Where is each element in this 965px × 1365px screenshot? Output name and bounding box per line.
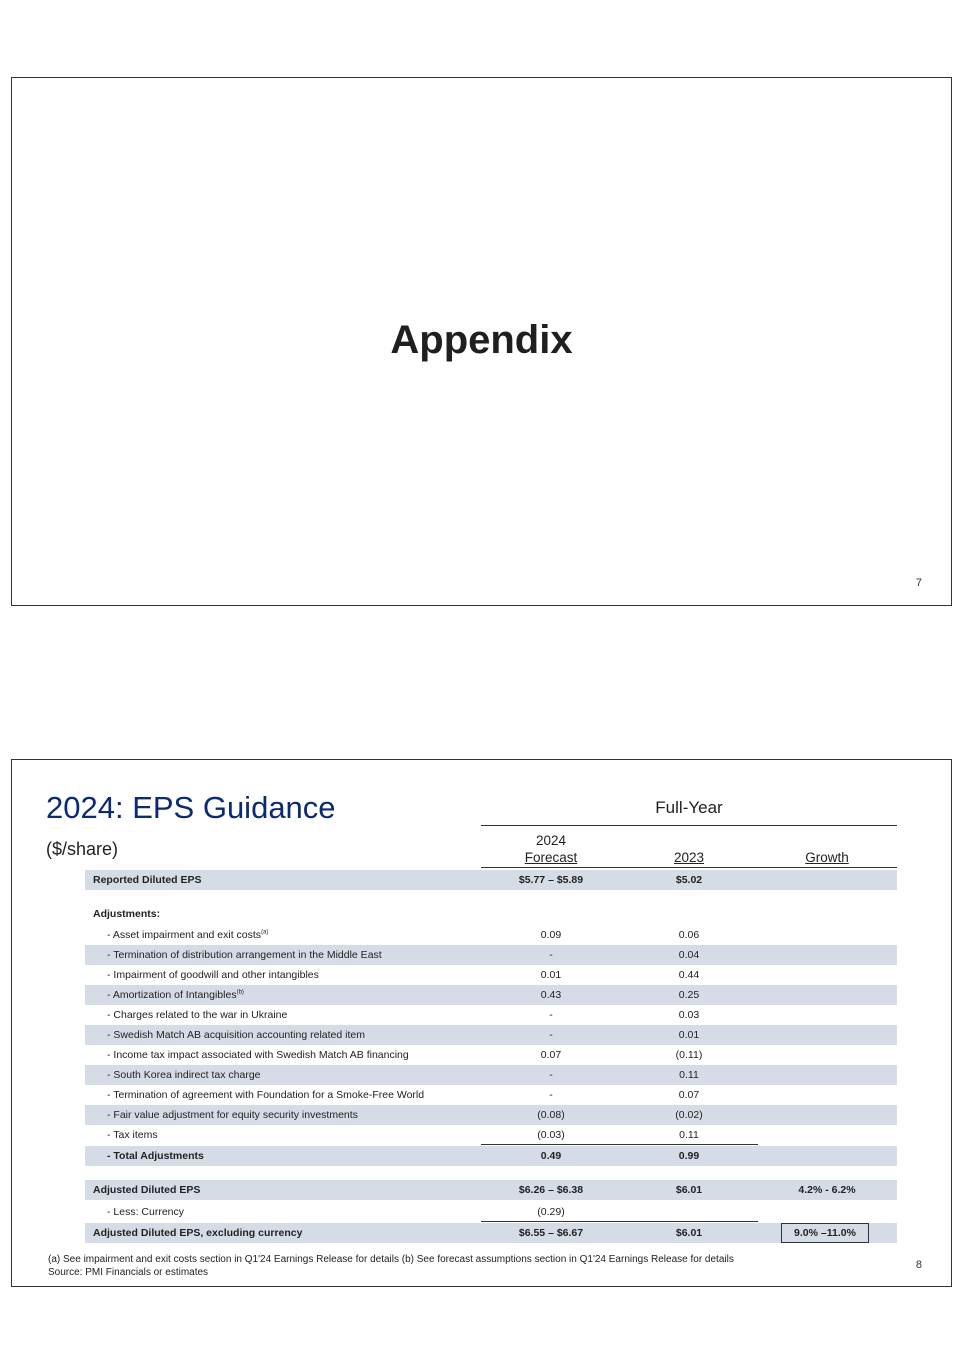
page-number: 8 (915, 1259, 922, 1271)
col-forecast-year: 2024 (535, 833, 567, 848)
appendix-title: Appendix (390, 318, 573, 362)
eps-guidance-slide (11, 759, 952, 1287)
row-ukraine-charges: - Charges related to the war in Ukraine - 0.03 (107, 1009, 700, 1021)
row-fair-value-adjustment: - Fair value adjustment for equity security investments (0.08) (0.02) (85, 1105, 897, 1125)
row-adjusted-eps: Adjusted Diluted EPS $6.26 – $6.38 $6.01 4.2% - 6.2% (85, 1180, 897, 1200)
currency-rule (481, 1221, 758, 1222)
row-termination-middle-east: - Termination of distribution arrangement in the Middle East - 0.04 (85, 945, 897, 965)
row-adjustments-header: Adjustments: (93, 908, 161, 920)
col-forecast-header (481, 832, 621, 866)
column-header-rule (481, 867, 897, 868)
footnotes (48, 1253, 734, 1279)
col-growth-header: Growth (805, 850, 849, 865)
col-forecast-label: Forecast (524, 850, 578, 865)
row-adjusted-eps-ex-currency: Adjusted Diluted EPS, excluding currency $6.55 – $6.67 $6.01 (85, 1223, 897, 1243)
row-asset-impairment: - Asset impairment and exit costs$^{(a)}$ 0.09 0.06 (107, 929, 700, 941)
row-total-adjustments: - Total Adjustments 0.49 0.99 (85, 1146, 897, 1166)
footnote-ref-a: (a) (261, 929, 269, 936)
row-termination-foundation: - Termination of agreement with Foundation for a Smoke-Free World - 0.07 (107, 1089, 700, 1101)
row-less-currency: - Less: Currency (0.29) (107, 1206, 565, 1218)
slide-title: 2024: EPS Guidance (46, 790, 336, 825)
row-swedish-match-accounting: - Swedish Match AB acquisition accounting related item - 0.01 (85, 1025, 897, 1045)
col-2023-header: 2023 (673, 850, 705, 865)
footnote-ref-b: (b) (236, 989, 244, 996)
row-south-korea-tax: - South Korea indirect tax charge - 0.11 (85, 1065, 897, 1085)
full-year-header: Full-Year (655, 798, 723, 817)
row-tax-items: - Tax items (0.03) 0.11 (107, 1129, 699, 1141)
unit-label: ($/share) (46, 839, 119, 859)
row-reported-eps: Reported Diluted EPS $5.77 – $5.89 $5.02 (85, 870, 897, 890)
row-impairment-goodwill: - Impairment of goodwill and other intangibles 0.01 0.44 (107, 969, 700, 981)
row-amortization-intangibles: - Amortization of Intangibles$^{(b)}$ 0.43 0.25 (85, 985, 897, 1005)
footnote-line: (a) See impairment and exit costs section in Q1'24 Earnings Release for details (b) See forecast assumptions section in Q1'24 Earnings Release for details (48, 1254, 734, 1265)
subtotal-rule (481, 1144, 758, 1145)
page-number: 7 (915, 577, 922, 589)
highlighted-growth-value: 9.0% –11.0% (781, 1223, 869, 1243)
header-rule (481, 825, 897, 826)
row-income-tax-swedish-match: - Income tax impact associated with Swedish Match AB financing 0.07 (0.11) (107, 1049, 703, 1061)
source-line: Source: PMI Financials or estimates (48, 1267, 209, 1278)
appendix-slide (11, 77, 952, 606)
